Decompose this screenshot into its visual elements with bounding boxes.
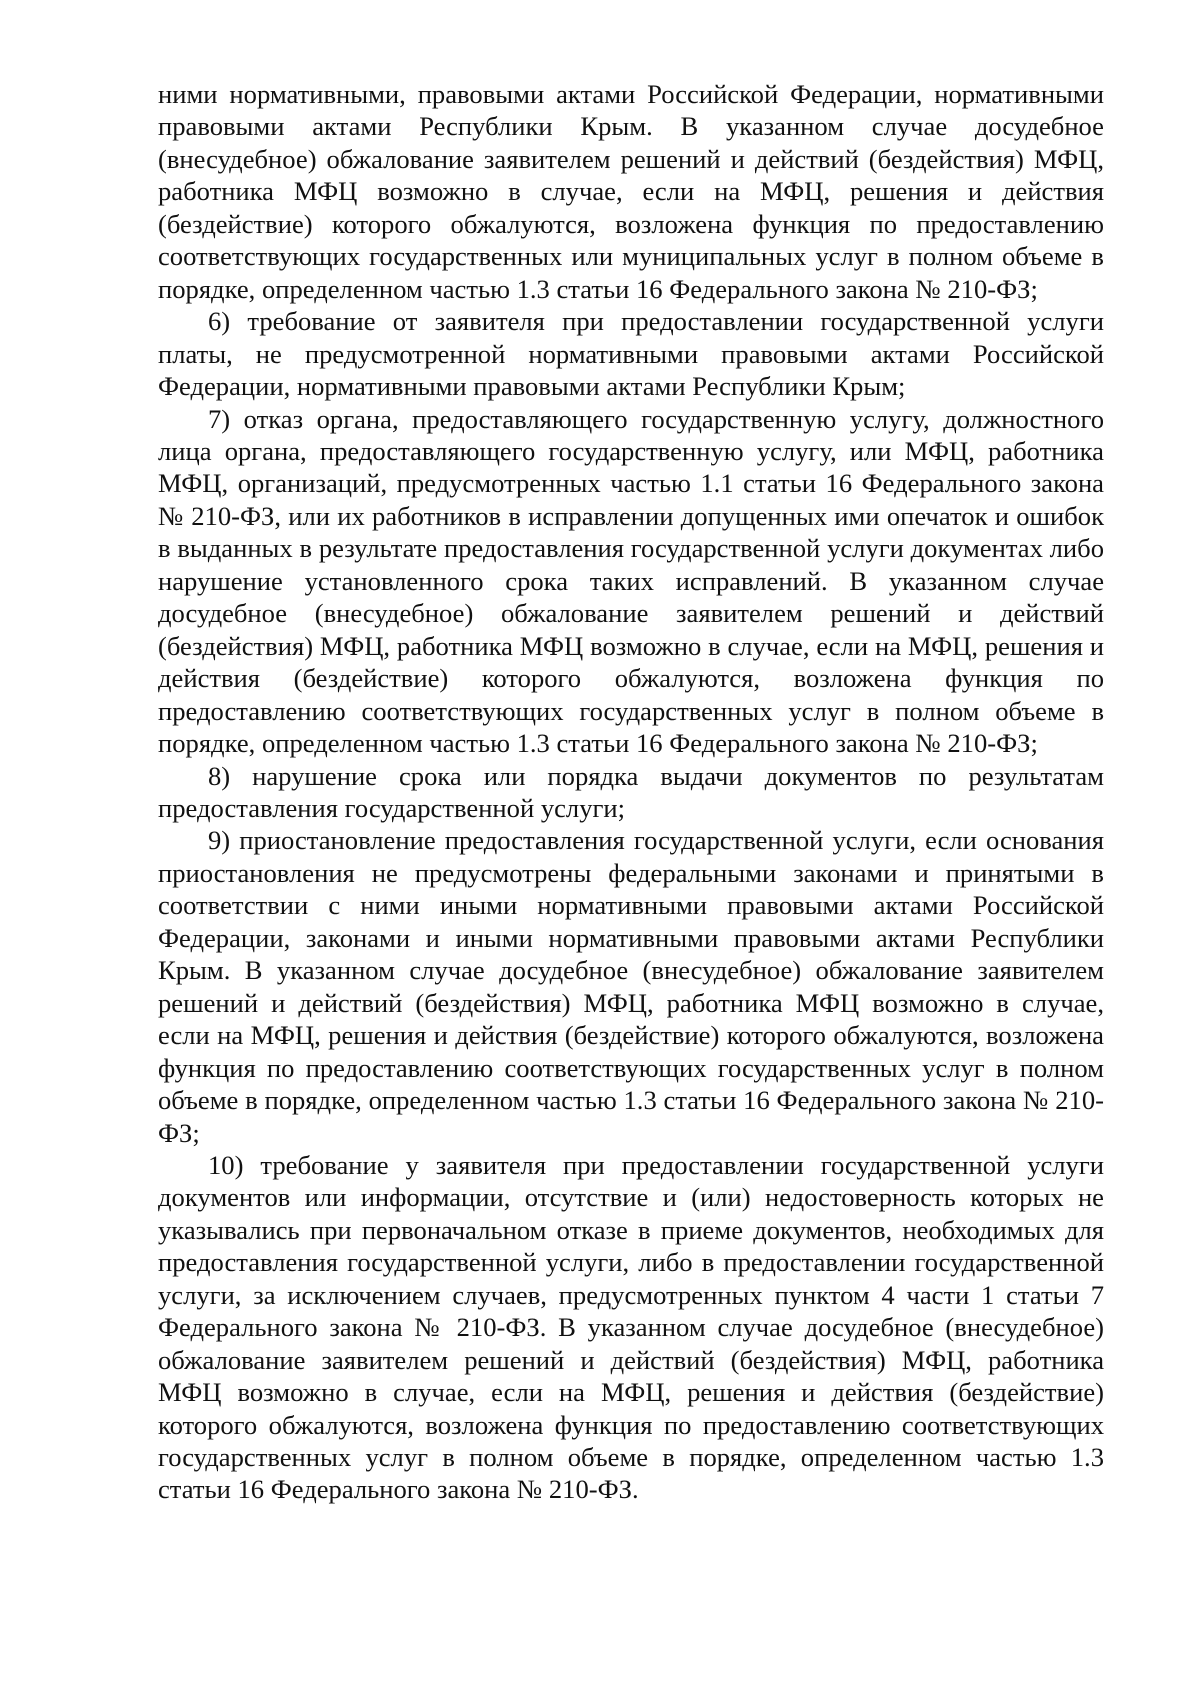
document-page [158, 78, 1104, 1506]
paragraph-item-6: 6) требование от заявителя при предоставлении государственной услуги платы, не предусмотренной нормативными правовыми актами Российской Федерации, нормативными правовыми актами Республики Крым; [158, 306, 1104, 402]
paragraph-item-9: 9) приостановление предоставления государственной услуги, если основания приостановления не предусмотрены федеральными законами и принятыми в соответствии с ними иными нормативными правовыми актами Российской Федерации, законами и иными нормативными правовыми актами Республики Крым. В указанном случае досудебное (внесудебное) обжалование заявителем решений и действий (бездействия) МФЦ, работника МФЦ возможно в случае, если на МФЦ, решения и действия (бездействие) которого обжалуются, возложена функция по предоставлению соответствующих государственных услуг в полном объеме в порядке, определенном частью 1.3 статьи 16 Федерального закона № 210-ФЗ; [158, 825, 1104, 1148]
paragraph-continuation: ними нормативными, правовыми актами Российской Федерации, нормативными правовыми актами Республики Крым. В указанном случае досудебное (внесудебное) обжалование заявителем решений и действий (бездействия) МФЦ, работника МФЦ возможно в случае, если на МФЦ, решения и действия (бездействие) которого обжалуются, возложена функция по предоставлению соответствующих государственных или муниципальных услуг в полном объеме в порядке, определенном частью 1.3 статьи 16 Федерального закона № 210-ФЗ; [158, 79, 1104, 304]
paragraph-item-7: 7) отказ органа, предоставляющего государственную услугу, должностного лица органа, предоставляющего государственную услугу, или МФЦ, работника МФЦ, организаций, предусмотренных частью 1.1 статьи 16 Федерального закона № 210-ФЗ, или их работников в исправлении допущенных ими опечаток и ошибок в выданных в результате предоставления государственной услуги документах либо нарушение установленного срока таких исправлений. В указанном случае досудебное (внесудебное) обжалование заявителем решений и действий (бездействия) МФЦ, работника МФЦ возможно в случае, если на МФЦ, решения и действия (бездействие) которого обжалуются, возложена функция по предоставлению соответствующих государственных услуг в полном объеме в порядке, определенном частью 1.3 статьи 16 Федерального закона № 210-ФЗ; [158, 403, 1104, 759]
paragraph-item-10: 10) требование у заявителя при предоставлении государственной услуги документов или информации, отсутствие и (или) недостоверность которых не указывались при первоначальном отказе в приеме документов, необходимых для предоставления государственной услуги, либо в предоставлении государственной услуги, за исключением случаев, предусмотренных пунктом 4 части 1 статьи 7 Федерального закона № 210-ФЗ. В указанном случае досудебное (внесудебное) обжалование заявителем решений и действий (бездействия) МФЦ, работника МФЦ возможно в случае, если на МФЦ, решения и действия (бездействие) которого обжалуются, возложена функция по предоставлению соответствующих государственных услуг в полном объеме в порядке, определенном частью 1.3 статьи 16 Федерального закона № 210-ФЗ. [158, 1149, 1104, 1505]
paragraph-item-8: 8) нарушение срока или порядка выдачи документов по результатам предоставления государственной услуги; [158, 760, 1104, 823]
